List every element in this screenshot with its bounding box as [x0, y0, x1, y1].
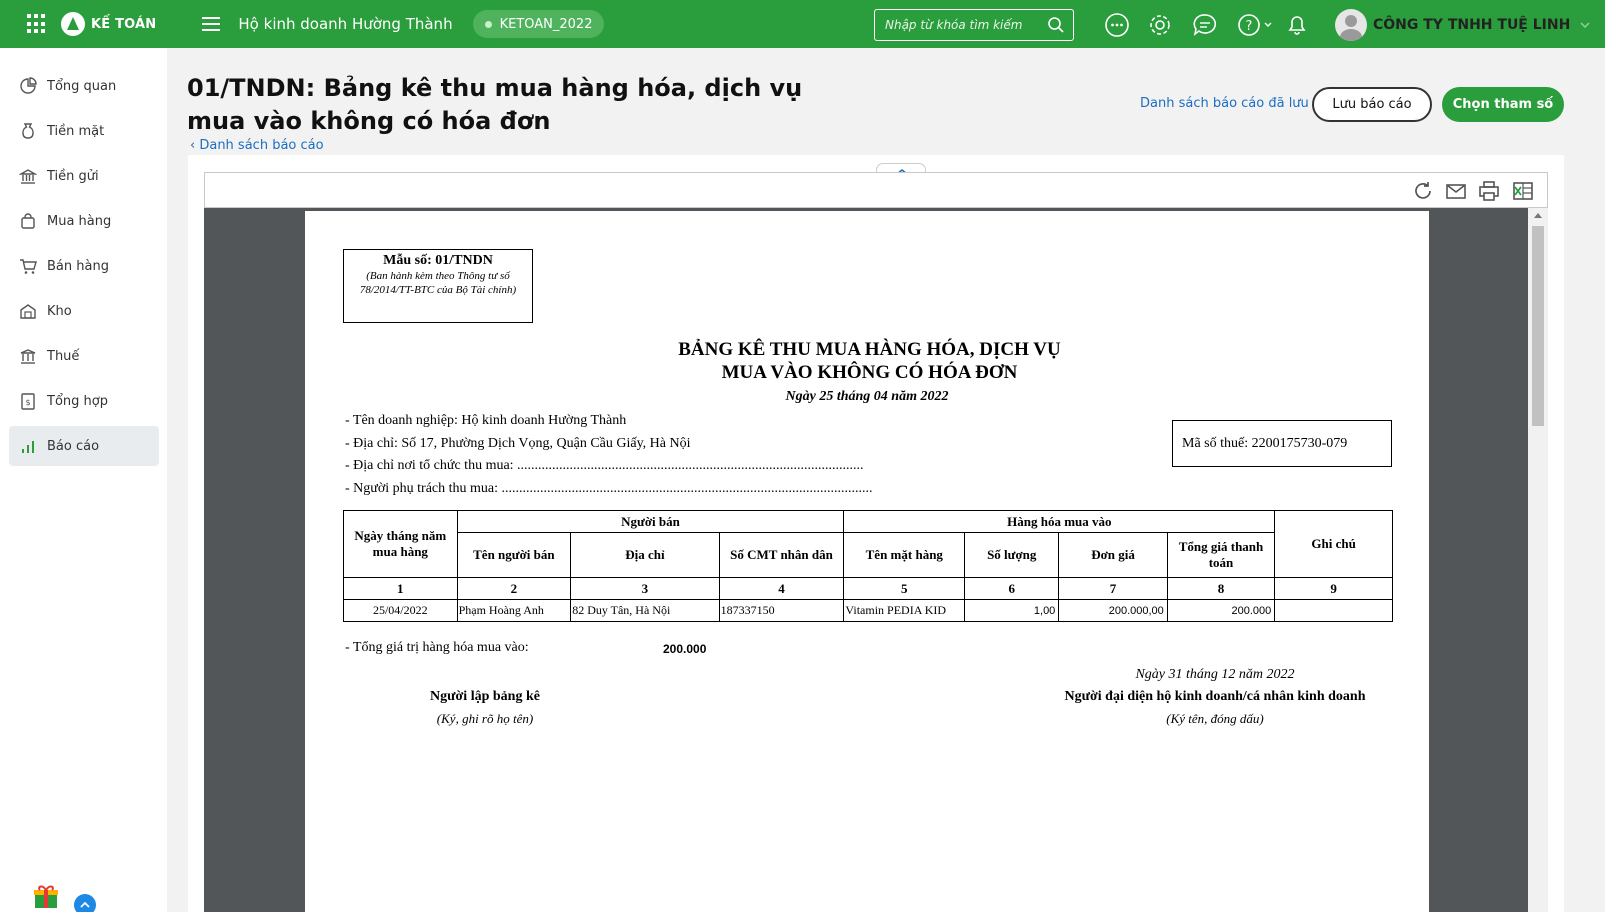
- column-index: 4: [719, 578, 844, 600]
- company-name: CÔNG TY TNHH TUỆ LINH: [1373, 17, 1571, 33]
- chevron-down-icon: [1578, 18, 1592, 32]
- app-grid-icon[interactable]: [27, 14, 47, 34]
- sidebar-item[interactable]: [9, 66, 159, 106]
- preparer-note: (Ký, ghi rõ họ tên): [436, 711, 534, 726]
- column-index: 8: [1167, 578, 1274, 600]
- sidebar-item-label: Báo cáo: [47, 438, 100, 454]
- cell-quantity: 1,00: [965, 600, 1059, 622]
- column-index-row: [344, 578, 1393, 600]
- sidebar-item[interactable]: [9, 111, 159, 151]
- header-id-number: Số CMT nhân dân: [719, 533, 844, 578]
- help-icon[interactable]: [1236, 12, 1276, 38]
- scroll-up-button[interactable]: [74, 894, 96, 912]
- document-title-line2: MUA VÀO KHÔNG CÓ HÓA ĐƠN: [721, 362, 1018, 383]
- total-value: 200.000: [663, 642, 707, 656]
- header-note: Ghi chú: [1275, 511, 1393, 578]
- avatar: [1335, 9, 1367, 41]
- column-index: 6: [965, 578, 1059, 600]
- form-number: Mẫu số: 01/TNDN: [383, 253, 493, 268]
- header-seller-name: Tên người bán: [457, 533, 571, 578]
- shopping-bag-icon: [19, 212, 37, 230]
- warehouse-icon: [19, 302, 37, 320]
- sidebar-item[interactable]: [9, 246, 159, 286]
- form-note: (Ban hành kèm theo Thông tư số 78/2014/TT-BTC của Bộ Tài chính): [359, 270, 517, 296]
- representative-note: (Ký tên, đóng dấu): [1166, 711, 1264, 726]
- gift-icon[interactable]: [32, 882, 60, 910]
- cell-id-number: 187337150: [719, 600, 844, 622]
- address-line: - Địa chỉ: Số 17, Phường Dịch Vọng, Quận Cầu Giấy, Hà Nội: [345, 436, 691, 451]
- sidebar-item-label: Bán hàng: [47, 258, 109, 274]
- back-link-label: Danh sách báo cáo: [199, 138, 324, 153]
- saved-reports-link[interactable]: Danh sách báo cáo đã lưu: [1140, 96, 1309, 111]
- print-icon[interactable]: [1477, 179, 1501, 203]
- column-index: 5: [844, 578, 965, 600]
- search-icon[interactable]: [1047, 16, 1065, 34]
- search-input[interactable]: [875, 18, 1040, 32]
- status-dot-icon: [485, 21, 492, 28]
- bar-chart-icon: [19, 437, 37, 455]
- money-bag-icon: [19, 122, 37, 140]
- sidebar-item[interactable]: [9, 426, 159, 466]
- sidebar-item[interactable]: [9, 156, 159, 196]
- column-index: 7: [1059, 578, 1167, 600]
- email-icon[interactable]: [1444, 179, 1468, 203]
- dashboard-icon: [19, 77, 37, 95]
- column-index: 3: [571, 578, 719, 600]
- header-seller-group: Người bán: [457, 511, 844, 533]
- gear-icon[interactable]: [1147, 12, 1173, 38]
- sidebar-item-label: Mua hàng: [47, 213, 112, 229]
- header-date: Ngày tháng năm mua hàng: [344, 511, 458, 578]
- column-index: 2: [457, 578, 571, 600]
- search-box: [874, 9, 1074, 41]
- sidebar-item[interactable]: [9, 336, 159, 376]
- scroll-up-arrow-icon[interactable]: [1534, 213, 1542, 218]
- company-menu[interactable]: [1335, 9, 1592, 41]
- back-link[interactable]: ‹ Danh sách báo cáo: [190, 138, 324, 153]
- database-name: KETOAN_2022: [499, 16, 593, 32]
- ledger-icon: [19, 392, 37, 410]
- excel-export-icon[interactable]: [1511, 179, 1535, 203]
- cart-icon: [19, 257, 37, 275]
- tax-building-icon: [19, 347, 37, 365]
- logo-text: KẾ TOÁN: [91, 16, 157, 32]
- sidebar-item-label: Thuế: [47, 348, 80, 364]
- representative-title: Người đại diện hộ kinh doanh/cá nhân kinh doanh: [1064, 689, 1366, 704]
- svg-text:$: $: [25, 398, 31, 407]
- chevron-up-icon: [74, 894, 96, 912]
- report-page: [305, 211, 1429, 912]
- save-report-button[interactable]: Lưu báo cáo: [1312, 87, 1432, 122]
- business-name[interactable]: Hộ kinh doanh Hường Thành: [238, 15, 453, 33]
- cell-total: 200.000: [1167, 600, 1274, 622]
- total-label: - Tổng giá trị hàng hóa mua vào:: [345, 640, 529, 655]
- form-number-box: [343, 249, 533, 323]
- sidebar-item[interactable]: [9, 381, 159, 421]
- header-quantity: Số lượng: [965, 533, 1059, 578]
- tax-code-box: Mã số thuế: 2200175730-079: [1172, 420, 1392, 467]
- sidebar-item-label: Tổng hợp: [47, 393, 108, 409]
- preparer-title: Người lập bảng kê: [430, 689, 540, 704]
- sidebar-item-label: Kho: [47, 303, 72, 319]
- signature-date: Ngày 31 tháng 12 năm 2022: [1135, 667, 1295, 682]
- sidebar-item-label: Tổng quan: [47, 78, 117, 94]
- sidebar-item[interactable]: [9, 201, 159, 241]
- menu-icon[interactable]: [202, 17, 220, 31]
- document-title: [305, 338, 1429, 384]
- report-toolbar: [204, 172, 1548, 208]
- document-title-line1: BẢNG KÊ THU MUA HÀNG HÓA, DỊCH VỤ: [678, 339, 1061, 360]
- chat-icon[interactable]: [1192, 12, 1218, 38]
- header-goods-group: Hàng hóa mua vào: [844, 511, 1275, 533]
- table-row[interactable]: [344, 600, 1393, 622]
- page-title: 01/TNDN: Bảng kê thu mua hàng hóa, dịch vụ mua vào không có hóa đơn: [187, 74, 803, 135]
- column-index: 1: [344, 578, 458, 600]
- cell-unit-price: 200.000,00: [1059, 600, 1167, 622]
- choose-parameters-button[interactable]: Chọn tham số: [1442, 87, 1564, 122]
- header-unit-price: Đơn giá: [1059, 533, 1167, 578]
- header-item-name: Tên mặt hàng: [844, 533, 965, 578]
- header-address: Địa chỉ: [571, 533, 719, 578]
- column-index: 9: [1275, 578, 1393, 600]
- document-date: Ngày 25 tháng 04 năm 2022: [785, 389, 949, 404]
- cell-item: Vitamin PEDIA KID: [844, 600, 965, 622]
- cell-address: 82 Duy Tân, Hà Nội: [571, 600, 719, 622]
- more-options-icon[interactable]: [1104, 12, 1130, 38]
- bank-icon: [19, 167, 37, 185]
- company-name-line: - Tên doanh nghiệp: Hộ kinh doanh Hường Thành: [345, 413, 627, 428]
- database-badge[interactable]: [473, 10, 605, 38]
- svg-text:?: ?: [1245, 19, 1253, 34]
- sidebar-item-label: Tiền mặt: [47, 123, 105, 139]
- cell-date: 25/04/2022: [344, 600, 458, 622]
- cell-seller: Phạm Hoàng Anh: [457, 600, 571, 622]
- refresh-icon[interactable]: [1411, 179, 1435, 203]
- logo-icon: [61, 12, 85, 36]
- sidebar-item[interactable]: [9, 291, 159, 331]
- scrollbar-thumb[interactable]: [1532, 226, 1544, 426]
- purchase-person-line: - Người phụ trách thu mua: ..........................................................................................................: [345, 481, 873, 496]
- sidebar-item-label: Tiền gửi: [47, 168, 99, 184]
- bell-icon[interactable]: [1284, 12, 1310, 38]
- purchase-table: [343, 510, 1393, 622]
- purchase-location-line: - Địa chỉ nơi tổ chức thu mua: ...................................................................................................: [345, 458, 864, 473]
- header-total: Tổng giá thanh toán: [1167, 533, 1274, 578]
- app-logo[interactable]: [61, 12, 156, 36]
- cell-note: [1275, 600, 1393, 622]
